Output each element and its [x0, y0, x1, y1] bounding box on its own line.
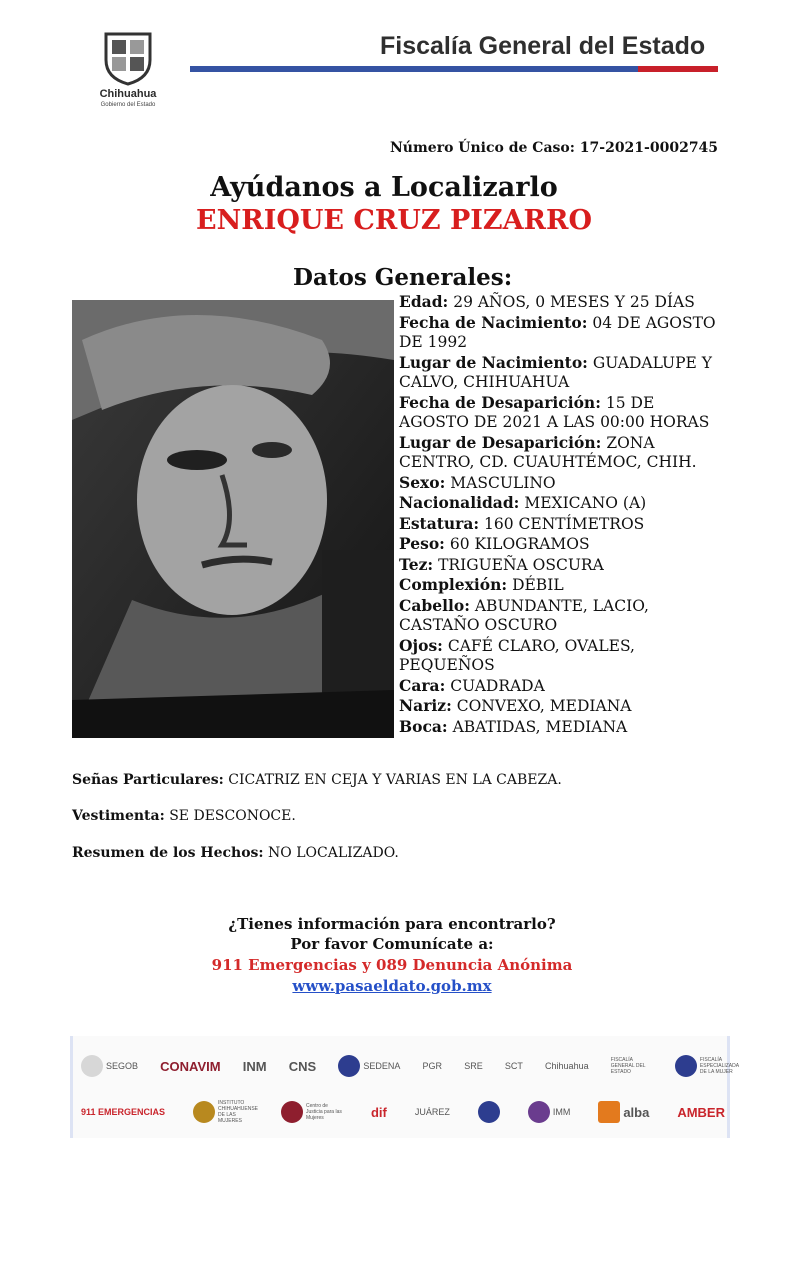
logo-segob: SEGOB	[81, 1055, 138, 1077]
logo-sub-text: Gobierno del Estado	[100, 102, 156, 108]
logo-sedena: SEDENA	[338, 1055, 400, 1077]
field-fecha-desaparicion: Fecha de Desaparición: 15 DE AGOSTO DE 2021 A LAS 00:00 HORAS	[399, 392, 710, 431]
police-badge-icon	[478, 1101, 500, 1123]
field-tez: Tez: TRIGUEÑA OSCURA	[399, 554, 604, 574]
logo-inm: INM	[242, 1058, 267, 1074]
police-star-icon	[338, 1055, 360, 1077]
case-number	[390, 140, 718, 156]
field-sexo: Sexo: MASCULINO	[399, 472, 556, 492]
field-complexion: Complexión: DÉBIL	[399, 575, 564, 594]
logo-cns: CNS	[288, 1058, 317, 1074]
logo-chihuahua: Chihuahua	[545, 1061, 589, 1071]
missing-person-name: ENRIQUE CRUZ PIZARRO	[196, 205, 592, 236]
logos-row-2	[81, 1092, 725, 1132]
logo-alba: alba	[598, 1101, 649, 1123]
logo-pgr: PGR	[422, 1061, 443, 1071]
segob-icon	[81, 1055, 103, 1077]
logo-juarez: JUÁREZ	[414, 1107, 450, 1117]
state-shield-icon	[102, 30, 154, 86]
contact-phones: 911 Emergencias y 089 Denuncia Anónima	[211, 956, 573, 974]
logo-state-text: Chihuahua	[99, 88, 157, 100]
logo-fiscalia-mujer: FISCALÍA ESPECIALIZADA DE LA MUJER	[675, 1055, 725, 1077]
contact-please: Por favor Comunícate a:	[290, 935, 494, 953]
logo-ichmujeres: INSTITUTO CHIHUAHUENSE DE LAS MUJERES	[193, 1100, 253, 1124]
resumen-hechos: Resumen de los Hechos: NO LOCALIZADO.	[72, 845, 399, 861]
datos-list	[399, 292, 729, 737]
logo-police	[478, 1101, 500, 1123]
field-ojos: Ojos: CAFÉ CLARO, OVALES, PEQUEÑOS	[399, 635, 635, 674]
logo-sre: SRE	[464, 1061, 483, 1071]
case-label: Número Único de Caso:	[390, 140, 575, 156]
vestimenta: Vestimenta: SE DESCONOCE.	[72, 808, 296, 824]
logos-row-1	[81, 1046, 739, 1086]
contact-url-link[interactable]: www.pasaeldato.gob.mx	[292, 977, 492, 995]
header-bar-red	[638, 66, 718, 72]
ichmujeres-icon	[193, 1101, 215, 1123]
datos-title: Datos Generales:	[293, 264, 513, 291]
institution-logos	[70, 1036, 739, 1138]
logo-911: 911 EMERGENCIAS	[81, 1107, 166, 1117]
senas-particulares: Señas Particulares: CICATRIZ EN CEJA Y VARIAS EN LA CABEZA.	[72, 772, 562, 788]
logo-conavim: CONAVIM	[160, 1058, 221, 1074]
agency-title: Fiscalía General del Estado	[380, 32, 706, 60]
logo-sct: SCT	[504, 1061, 523, 1071]
centro-justicia-icon	[281, 1101, 303, 1123]
field-lugar-nacimiento: Lugar de Nacimiento: GUADALUPE Y CALVO, CHIHUAHUA	[399, 352, 713, 391]
field-edad: Edad: 29 AÑOS, 0 MESES Y 25 DÍAS	[399, 292, 695, 311]
imm-icon	[528, 1101, 550, 1123]
field-nariz: Nariz: CONVEXO, MEDIANA	[399, 696, 632, 715]
field-cabello: Cabello: ABUNDANTE, LACIO, CASTAÑO OSCURO	[399, 595, 649, 634]
help-heading: Ayúdanos a Localizarlo	[210, 172, 558, 203]
state-logo	[96, 30, 160, 110]
field-lugar-desaparicion: Lugar de Desaparición: ZONA CENTRO, CD. CUAUHTÉMOC, CHIH.	[399, 432, 697, 471]
logo-dif: dif	[370, 1104, 387, 1120]
header-bar-blue	[190, 66, 638, 72]
fiscalia-mujer-icon	[675, 1055, 697, 1077]
contact-question: ¿Tienes información para encontrarlo?	[228, 915, 556, 933]
person-photo	[72, 300, 394, 738]
person-photo-illustration	[72, 300, 394, 738]
logo-amber: AMBER	[677, 1104, 725, 1120]
logo-fiscalia: FISCALÍA GENERAL DEL ESTADO	[610, 1057, 646, 1075]
field-peso: Peso: 60 KILOGRAMOS	[399, 534, 590, 553]
field-cara: Cara: CUADRADA	[399, 675, 545, 695]
field-boca: Boca: ABATIDAS, MEDIANA	[399, 716, 628, 736]
field-nacionalidad: Nacionalidad: MEXICANO (A)	[399, 493, 647, 512]
alba-icon	[598, 1101, 620, 1123]
field-fecha-nacimiento: Fecha de Nacimiento: 04 DE AGOSTO DE 1992	[399, 312, 716, 351]
logo-centro-justicia: Centro de Justicia para las Mujeres	[281, 1101, 343, 1123]
field-estatura: Estatura: 160 CENTÍMETROS	[399, 513, 645, 533]
case-value: 17-2021-0002745	[579, 140, 719, 156]
logo-imm: IMM	[528, 1101, 571, 1123]
